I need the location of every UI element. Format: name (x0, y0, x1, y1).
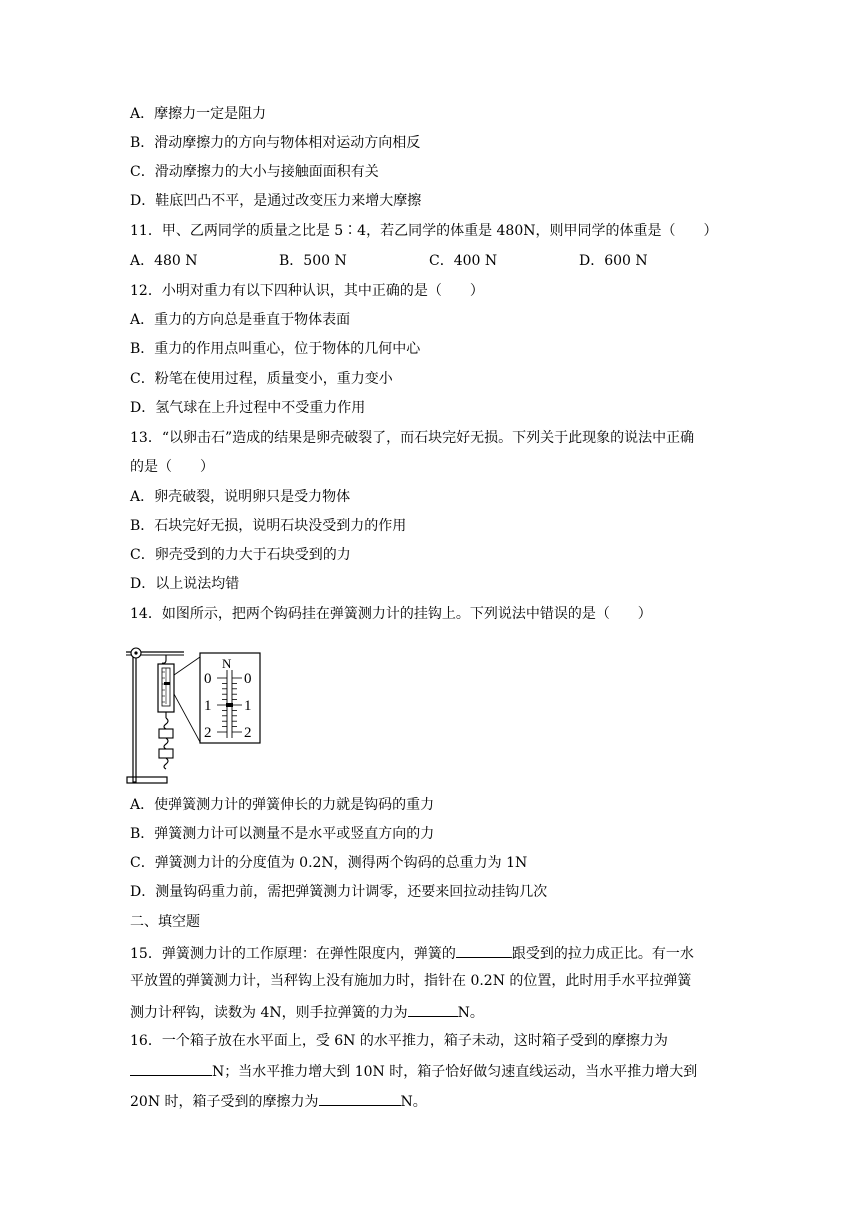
q11-option-b: B．500 N (279, 253, 347, 269)
q15-line2: 平放置的弹簧测力计，当秤钩上没有施加力时，指针在 0.2N 的位置，此时用手水平拉弹簧 (130, 973, 692, 989)
q15-blank-2[interactable] (408, 1001, 458, 1017)
q13-option-d: D．以上说法均错 (130, 576, 240, 592)
q14-option-c: C．弹簧测力计的分度值为 0.2N，测得两个钩码的总重力为 1N (130, 855, 528, 871)
q15-line1-part1: 15．弹簧测力计的工作原理：在弹性限度内，弹簧的 (130, 946, 456, 962)
q12-option-d: D．氢气球在上升过程中不受重力作用 (130, 400, 366, 416)
q11-stem: 11．甲、乙两同学的质量之比是 5∶4，若乙同学的体重是 480N，则甲同学的体重是（ ） (130, 223, 718, 239)
scale-right-label-2: 2 (244, 725, 252, 741)
scale-left-label-1: 1 (204, 698, 212, 714)
q13-option-a: A．卵壳破裂，说明卵只是受力物体 (130, 489, 351, 505)
q11-option-d: D．600 N (579, 253, 648, 269)
q10-option-c: C．滑动摩擦力的大小与接触面面积有关 (130, 164, 379, 180)
q16-line2-part2: N；当水平推力增大到 10N 时，箱子恰好做匀速直线运动，当水平推力增大到 (212, 1064, 698, 1080)
q12-option-b: B．重力的作用点叫重心，位于物体的几何中心 (130, 341, 421, 357)
q11-option-a: A．480 N (130, 253, 198, 269)
q10-option-a: A．摩擦力一定是阻力 (130, 106, 267, 122)
q12-stem: 12．小明对重力有以下四种认识，其中正确的是（ ） (130, 283, 484, 299)
scale-left-label-2: 2 (204, 725, 212, 741)
q13-option-b: B．石块完好无损，说明石块没受到力的作用 (130, 518, 407, 534)
q10-option-b: B．滑动摩擦力的方向与物体相对运动方向相反 (130, 135, 421, 151)
q16-line3-part2: N。 (400, 1094, 427, 1110)
q14-option-a: A．使弹簧测力计的弹簧伸长的力就是钩码的重力 (130, 797, 435, 813)
q16-line1: 16．一个箱子放在水平面上，受 6N 的水平推力，箱子未动，这时箱子受到的摩擦力为 (130, 1033, 668, 1049)
q13-stem-line1: 13．“以卵击石”造成的结果是卵壳破裂了，而石块完好无损。下列关于此现象的说法中正确 (130, 430, 695, 446)
hook-weight-1 (159, 729, 173, 738)
q15-line1 (130, 942, 694, 964)
scale-hook (162, 655, 166, 663)
hook-weight-2 (159, 749, 173, 758)
scale-left-label-0: 0 (204, 671, 212, 687)
q15-line1-part2: 跟受到的拉力成正比。有一水 (511, 946, 694, 962)
scale-right-label-1: 1 (244, 698, 252, 714)
spring-scale-figure (122, 638, 267, 790)
q13-option-c: C．卵壳受到的力大于石块受到的力 (130, 547, 351, 563)
q15-line3-part1: 测力计秤钩，读数为 4N，则手拉弹簧的力为 (130, 1005, 408, 1021)
scale-pointer (226, 703, 233, 707)
q16-blank-1[interactable] (130, 1060, 212, 1076)
stand-pole (133, 652, 136, 782)
q16-line3-part1: 20N 时，箱子受到的摩擦力为 (130, 1094, 319, 1110)
section-title-fill-in: 二、填空题 (130, 914, 200, 930)
q13-stem-line2: 的是（ ） (130, 459, 214, 475)
q11-option-c: C．400 N (429, 253, 498, 269)
q12-option-a: A．重力的方向总是垂直于物体表面 (130, 312, 351, 328)
q10-option-d: D．鞋底凹凸不平，是通过改变压力来增大摩擦 (130, 193, 422, 209)
q16-blank-2[interactable] (319, 1090, 401, 1106)
scale-unit-label: N (222, 656, 232, 671)
q14-stem: 14．如图所示，把两个钩码挂在弹簧测力计的挂钩上。下列说法中错误的是（ ） (130, 606, 652, 622)
q15-line3-part2: N。 (457, 1005, 484, 1021)
scale-right-label-0: 0 (244, 671, 252, 687)
q15-blank-1[interactable] (456, 942, 512, 958)
q15-line3 (130, 1001, 484, 1023)
q16-line2 (130, 1060, 697, 1082)
q14-option-d: D．测量钩码重力前，需把弹簧测力计调零，还要来回拉动挂钩几次 (130, 884, 548, 900)
q16-line3 (130, 1090, 427, 1112)
q14-option-b: B．弹簧测力计可以测量不是水平或竖直方向的力 (130, 826, 435, 842)
q12-option-c: C．粉笔在使用过程，质量变小，重力变小 (130, 371, 393, 387)
scale-lower-hook (164, 718, 168, 729)
